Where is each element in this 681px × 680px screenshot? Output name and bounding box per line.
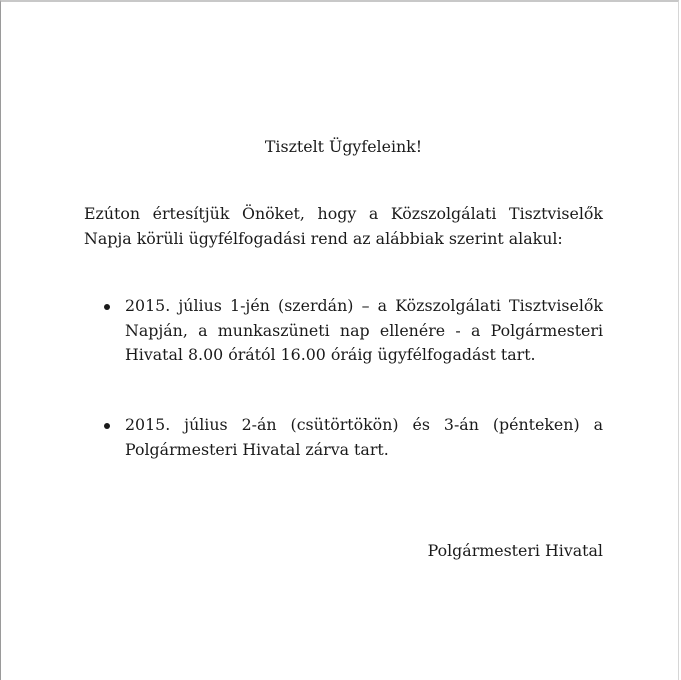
bullet-icon	[104, 423, 110, 429]
list-item-text: 2015. július 2-án (csütörtökön) és 3-án (pénteken) a Polgármesteri Hivatal zárva tart.	[125, 415, 603, 459]
list-item	[84, 294, 603, 368]
greeting: Tisztelt Ügyfeleink!	[264, 137, 423, 156]
intro-paragraph: Ezúton értesítjük Önöket, hogy a Közszolgálati Tisztviselők Napja körüli ügyfélfogadási rend az alábbiak szerint alakul:	[84, 204, 603, 248]
list-item	[84, 413, 603, 462]
list-item-text: 2015. július 1-jén (szerdán) – a Közszolgálati Tisztviselők Napján, a munkaszüneti nap ellenére - a Polgármesteri Hivatal 8.00 órától 16.00 óráig ügyfélfogadást tart.	[125, 296, 603, 364]
bullet-icon	[104, 304, 110, 310]
signature: Polgármesteri Hivatal	[427, 541, 603, 560]
